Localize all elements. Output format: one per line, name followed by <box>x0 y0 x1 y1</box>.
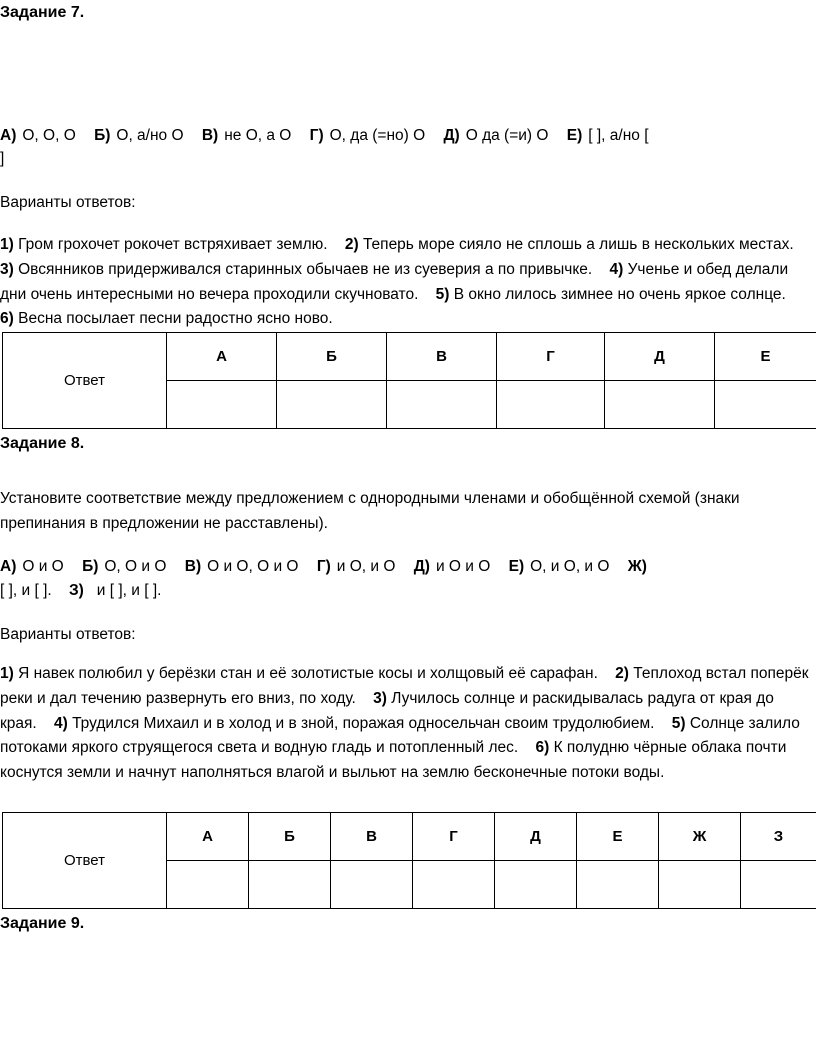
task8-answer-cell-z[interactable] <box>741 861 816 909</box>
task7-answer-label: Ответ <box>3 333 167 429</box>
task8-scheme-v: В) О и О, О и О <box>184 558 299 575</box>
task7-col-d: Д <box>605 333 715 381</box>
task7-sentence-3: 3) Овсянников придерживался старинных обычаев не из суеверия а по привычке. <box>0 260 593 278</box>
task8-col-a: А <box>167 813 249 861</box>
task8-answer-cell-b[interactable] <box>249 861 331 909</box>
task8-scheme-z-letter: З) <box>68 582 84 599</box>
task8-scheme-e: Е) О, и О, и О <box>508 558 610 575</box>
task8-answer-cell-g[interactable] <box>413 861 495 909</box>
task7-col-g: Г <box>497 333 605 381</box>
task8-scheme-zh: Ж) <box>627 558 647 575</box>
task7-sentence-2: 2) Теперь море сияло не сплошь а лишь в нескольких местах. <box>344 236 794 253</box>
task7-answer-cell-g[interactable] <box>497 381 605 429</box>
task8-answer-cell-d[interactable] <box>495 861 577 909</box>
task8-answer-label: Ответ <box>3 813 167 909</box>
task8-title: Задание 8. <box>0 435 85 452</box>
task7-scheme-g: Г) О, да (=но) О <box>309 127 426 144</box>
task7-scheme-d: Д) О да (=и) О <box>443 127 549 144</box>
task7-col-e: Е <box>715 333 816 381</box>
task8-variants-label: Варианты ответов: <box>0 626 136 643</box>
task8-schemes-line2 <box>0 581 161 601</box>
task7-answer-table <box>2 332 816 429</box>
task7-scheme-b: Б) О, а/но О <box>94 127 184 144</box>
task7-col-v: В <box>387 333 497 381</box>
task8-sentence-4: 4) Трудился Михаил и в холод и в зной, поражая односельчан своим трудолюбием. <box>53 714 655 732</box>
task8-instruction: Установите соответствие между предложением с однородными членами и обобщённой схемой (знаки препинания в предложении не расставлены). <box>0 490 740 532</box>
task7-sentence-4: 4) Ученье и обед делали дни очень интересными но вечера проходили скучновато. <box>0 260 789 303</box>
task8-scheme-z-text: и [ ], и [ ]. <box>96 582 162 599</box>
task8-sentences <box>0 662 816 786</box>
task9-title: Задание 9. <box>0 915 85 932</box>
task8-schemes-line1 <box>0 557 667 577</box>
task8-answer-cell-zh[interactable] <box>659 861 741 909</box>
task7-sentence-1: 1) Гром грохочет рокочет встряхивает землю. <box>0 236 328 253</box>
task7-answer-cell-e[interactable] <box>715 381 816 429</box>
task7-sentence-5: 5) В окно лилось зимнее но очень яркое солнце. <box>435 285 786 303</box>
task7-schemes <box>0 126 663 146</box>
task7-col-a: А <box>167 333 277 381</box>
task8-scheme-zh-text: [ ], и [ ]. <box>0 582 52 599</box>
task8-sentence-5: 5) Солнце залило потоками яркого струящегося света и водную гладь и потопленный лес. <box>0 714 800 757</box>
task8-answer-cell-a[interactable] <box>167 861 249 909</box>
task8-col-e: Е <box>577 813 659 861</box>
task8-col-b: Б <box>249 813 331 861</box>
task8-answer-cell-e[interactable] <box>577 861 659 909</box>
task8-sentence-6: 6) К полудню чёрные облака почти коснутся земли и начнут наполняться влагой и выльют на землю бесконечные потоки воды. <box>0 739 787 782</box>
task7-variants-label: Варианты ответов: <box>0 194 136 211</box>
task7-scheme-a: А) О, О, О <box>0 127 76 144</box>
task8-sentence-2: 2) Теплоход встал поперёк реки и дал течению развернуть его вниз, по ходу. <box>0 665 809 707</box>
task7-answer-cell-v[interactable] <box>387 381 497 429</box>
task8-col-d: Д <box>495 813 577 861</box>
task8-sentence-1: 1) Я навек полюбил у берёзки стан и её золотистые косы и холщовый её сарафан. <box>0 665 598 682</box>
task8-col-v: В <box>331 813 413 861</box>
task7-answer-cell-a[interactable] <box>167 381 277 429</box>
task8-sentence-3: 3) Лучилось солнце и раскидывалась радуга от края до края. <box>0 689 774 732</box>
task8-scheme-b: Б) О, О и О <box>82 558 167 575</box>
task7-sentences <box>0 233 816 332</box>
task7-answer-cell-d[interactable] <box>605 381 715 429</box>
task7-answer-cell-b[interactable] <box>277 381 387 429</box>
task8-scheme-g: Г) и О, и О <box>316 558 396 575</box>
task8-col-z: З <box>741 813 816 861</box>
task7-title: Задание 7. <box>0 4 85 21</box>
task7-sentence-6: 6) Весна посылает песни радостно ясно ново. <box>0 310 333 328</box>
task8-col-g: Г <box>413 813 495 861</box>
task8-scheme-d: Д) и О и О <box>413 558 491 575</box>
task8-col-zh: Ж <box>659 813 741 861</box>
task8-answer-cell-v[interactable] <box>331 861 413 909</box>
task7-col-b: Б <box>277 333 387 381</box>
task8-scheme-a: А) О и О <box>0 558 64 575</box>
task8-answer-table <box>2 812 816 909</box>
task7-scheme-v: В) не О, а О <box>201 127 292 144</box>
task7-schemes-tail: ] <box>0 150 5 167</box>
task7-scheme-e: Е) [ ], а/но [ <box>566 127 649 144</box>
